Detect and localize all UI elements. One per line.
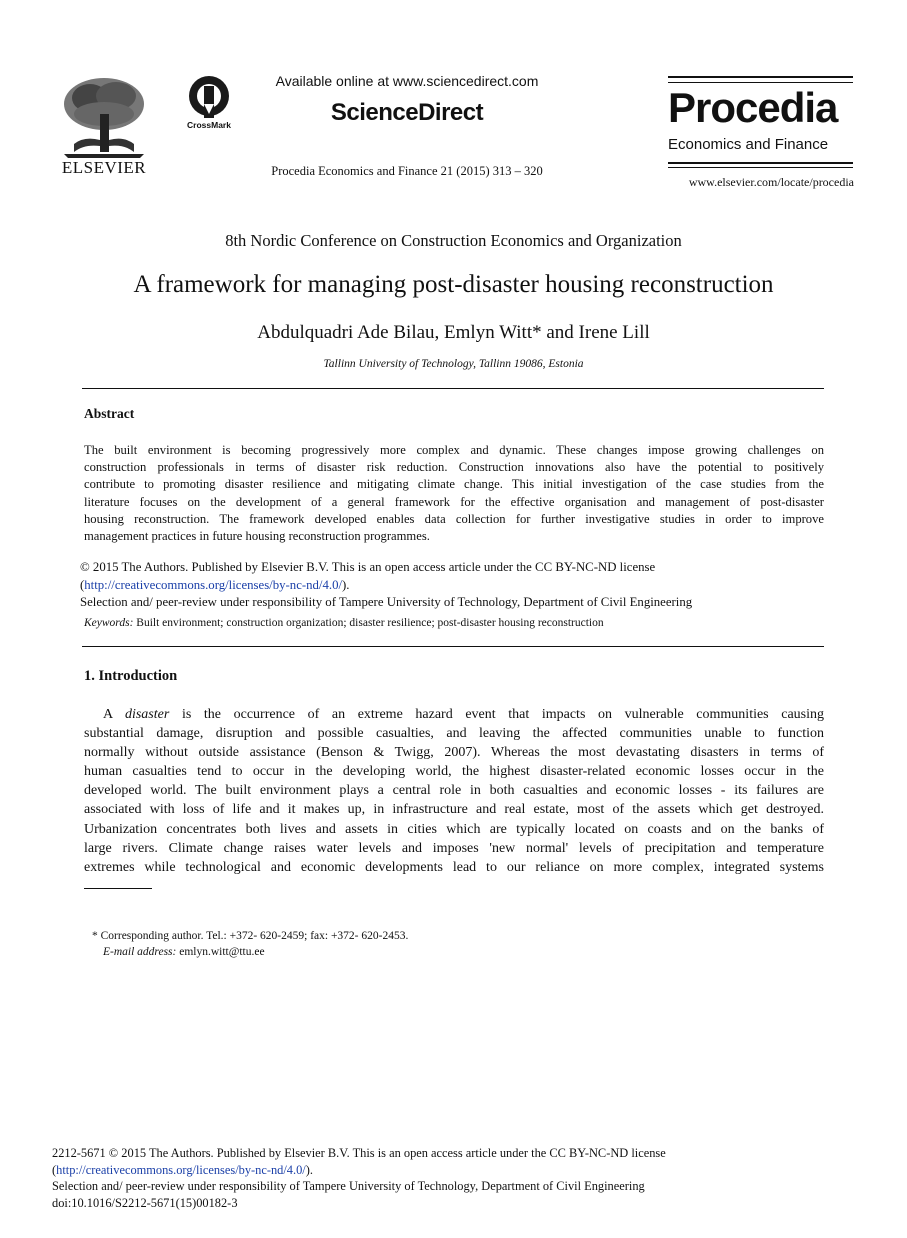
peer-review-line: Selection and/ peer-review under responsibility of Tampere University of Technology, Department of Civil Engineering	[80, 595, 693, 609]
footer-license-line: (http://creativecommons.org/licenses/by-nc-nd/4.0/).	[52, 1162, 313, 1177]
intro-line: extremes while technological and economic developments lead to our reliance on more complex, integrated systems	[84, 859, 824, 875]
procedia-title: Procedia	[668, 84, 838, 131]
intro-line: substantial damage, disruption and possible casualties, and leaving the affected communities unable to function	[84, 726, 824, 742]
journal-citation: Procedia Economics and Finance 21 (2015) 313 – 320	[271, 164, 543, 178]
crossmark-badge[interactable]	[180, 74, 238, 134]
footer-doi[interactable]: doi:10.1016/S2212-5671(15)00182-3	[52, 1195, 238, 1210]
abstract-line: The built environment is becoming progressively more complex and dynamic. These changes impose growing challenges on	[84, 443, 824, 457]
keywords-text: Built environment; construction organization; disaster resilience; post-disaster housing reconstruction	[136, 617, 604, 629]
abstract-divider	[82, 646, 824, 647]
journal-url[interactable]: www.elsevier.com/locate/procedia	[688, 175, 854, 189]
abstract-line: contribute to promoting disaster resilience and mitigating climate change. This initial investigation of the case studies from the	[84, 477, 824, 492]
page-footer	[52, 1145, 852, 1211]
intro-italic-term: disaster	[124, 707, 170, 722]
intro-line	[84, 705, 824, 724]
title-divider	[82, 388, 824, 389]
abstract-line: literature focuses on the development of a general framework for the effective organisation and management of post-disaster	[84, 494, 824, 509]
license-link[interactable]: http://creativecommons.org/licenses/by-nc-nd/4.0/	[84, 577, 343, 592]
crossmark-icon	[180, 74, 238, 120]
abstract-heading: Abstract	[84, 406, 135, 421]
intro-first-word: A	[103, 707, 113, 722]
available-online: Available online at www.sciencedirect.com	[275, 73, 539, 89]
keywords-label: Keywords:	[84, 617, 134, 629]
sciencedirect-wordmark[interactable]: ScienceDirect	[330, 99, 484, 126]
corresponding-author-note: * Corresponding author. Tel.: +372- 620-2459; fax: +372- 620-2453.	[92, 930, 409, 942]
license-line: (http://creativecommons.org/licenses/by-nc-nd/4.0/).	[80, 577, 350, 592]
elsevier-tree-icon	[54, 74, 154, 160]
copyright-block	[80, 559, 840, 612]
abstract-line: construction professionals in terms of disaster risk reduction. Construction innovations also have the potential to positively	[84, 460, 824, 475]
intro-line: human casualties tend to occur in the developing world, the highest disaster-related economic losses occur in the	[84, 764, 824, 780]
abstract-line: housing reconstruction. The framework developed enables data collection for further investigative studies in order to improve	[84, 511, 824, 526]
procedia-bottom-rule-2	[668, 167, 853, 168]
elsevier-logo	[54, 74, 154, 178]
abstract-line: management practices in future housing reconstruction programmes.	[84, 529, 430, 544]
email-note	[103, 946, 265, 958]
introduction-body	[84, 705, 824, 877]
footer-license-link[interactable]: http://creativecommons.org/licenses/by-nc-nd/4.0/	[56, 1162, 306, 1177]
procedia-top-rule-2	[668, 82, 853, 83]
intro-line: normally without outside assistance (Benson & Twigg, 2007). Whereas the most devastating disasters in terms of	[84, 745, 824, 761]
intro-line: Urbanization concentrates both lives and assets in cities which are typically located on coasts and on the banks of	[84, 821, 824, 837]
abstract-body	[84, 442, 824, 545]
email-address[interactable]: emlyn.witt@ttu.ee	[179, 946, 265, 958]
author-list: Abdulquadri Ade Bilau, Emlyn Witt* and Irene Lill	[257, 322, 650, 343]
keywords-line	[84, 617, 824, 629]
footer-issn-line: 2212-5671 © 2015 The Authors. Published by Elsevier B.V. This is an open access article under the CC BY-NC-ND license	[52, 1146, 666, 1160]
email-label: E-mail address:	[103, 946, 177, 958]
intro-line: large rivers. Climate change raises water levels and imposes 'new normal' levels of precipitation and temperature	[84, 840, 824, 856]
crossmark-label: CrossMark	[187, 120, 231, 130]
paper-title: A framework for managing post-disaster housing reconstruction	[133, 271, 774, 298]
procedia-subtitle: Economics and Finance	[668, 136, 829, 153]
procedia-top-rule	[668, 76, 853, 78]
conference-name: 8th Nordic Conference on Construction Economics and Organization	[225, 231, 682, 250]
introduction-heading: 1. Introduction	[84, 668, 178, 684]
procedia-bottom-rule	[668, 162, 853, 164]
footnote-rule	[84, 888, 152, 889]
affiliation: Tallinn University of Technology, Tallinn 19086, Estonia	[323, 358, 584, 370]
footer-peer-review-line: Selection and/ peer-review under responsibility of Tampere University of Technology, Department of Civil Engineering	[52, 1179, 645, 1194]
elsevier-wordmark: ELSEVIER	[61, 158, 147, 177]
intro-line: associated with loss of life and it makes up, in infrastructure and real estate, most of the assets which get destroyed.	[84, 802, 824, 818]
copyright-line: © 2015 The Authors. Published by Elsevier B.V. This is an open access article under the CC BY-NC-ND license	[80, 560, 656, 574]
intro-line-rest: is the occurrence of an extreme hazard event that impacts on vulnerable communities causing	[181, 707, 825, 722]
intro-line: developed world. The built environment plays a central role in both casualties and economic losses - its failures are	[84, 783, 824, 799]
